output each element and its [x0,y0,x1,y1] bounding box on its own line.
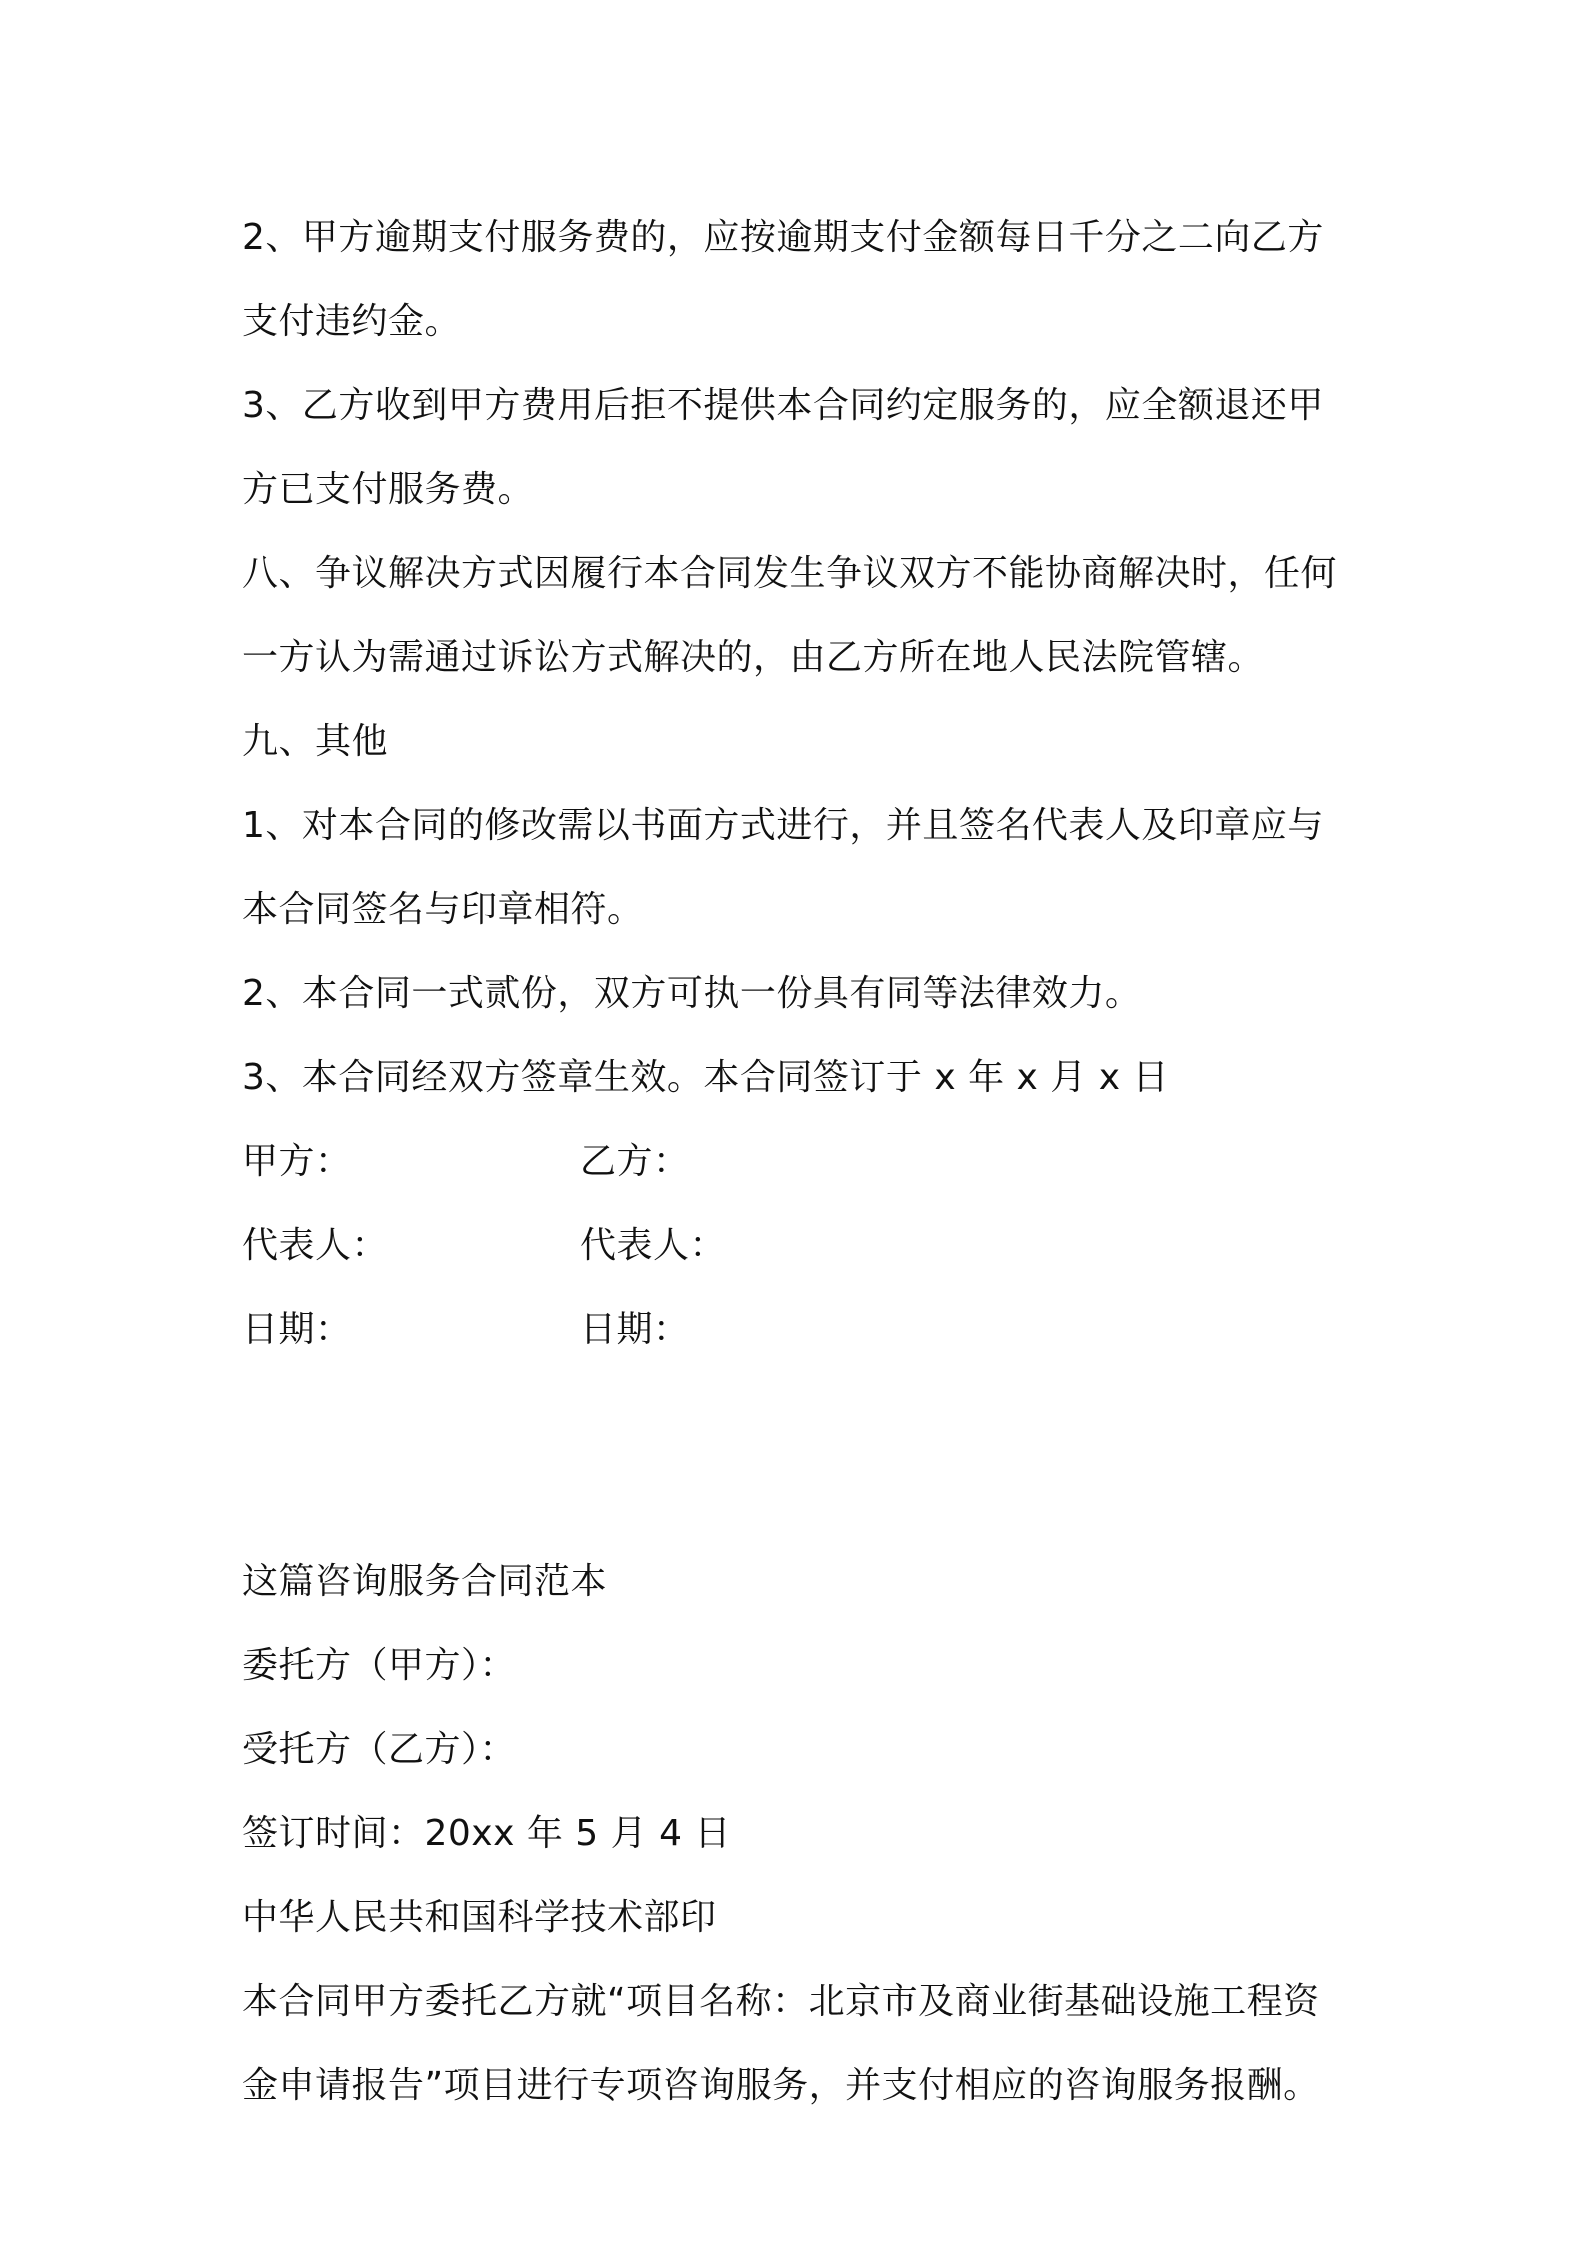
contract-body-line: 本合同甲方委托乙方就“项目名称：北京市及商业街基础设施工程资 [242,1981,1320,2022]
party-a-label: 甲方： [242,1141,352,1182]
clause-line: 2、甲方逾期支付服务费的，应按逾期支付金额每日千分之二向乙方 [242,217,1324,258]
clause-line: 3、本合同经双方签章生效。本合同签订于 x 年 x 月 x 日 [242,1057,1169,1098]
signature-row-party [0,1120,1586,1204]
clause-line: 方已支付服务费。 [242,469,535,510]
section-spacer [0,1372,1586,1540]
clause-line: 3、乙方收到甲方费用后拒不提供本合同约定服务的，应全额退还甲 [242,385,1324,426]
clause-line: 1、对本合同的修改需以书面方式进行，并且签名代表人及印章应与 [242,805,1324,846]
clause-line: 本合同签名与印章相符。 [242,889,644,930]
signature-row-representative [0,1204,1586,1288]
representative-b-label: 代表人： [580,1225,727,1266]
document-title: 这篇咨询服务合同范本 [242,1561,608,1602]
contractor-line: 受托方（乙方）： [242,1729,517,1770]
signature-row-date [0,1288,1586,1372]
contract-body-line: 金申请报告”项目进行专项咨询服务，并支付相应的咨询服务报酬。 [242,2065,1320,2106]
signing-date-line: 签订时间：20xx 年 5 月 4 日 [242,1813,731,1854]
issuer-line: 中华人民共和国科学技术部印 [242,1897,717,1938]
clause-line: 2、本合同一式贰份，双方可执一份具有同等法律效力。 [242,973,1142,1014]
document-body [0,196,1586,2128]
date-b-label: 日期： [580,1309,690,1350]
party-b-label: 乙方： [580,1141,690,1182]
clause-line: 支付违约金。 [242,301,462,342]
clause-line: 一方认为需通过诉讼方式解决的，由乙方所在地人民法院管辖。 [242,637,1265,678]
client-line: 委托方（甲方）： [242,1645,517,1686]
representative-a-label: 代表人： [242,1225,389,1266]
clause-line: 八、争议解决方式因履行本合同发生争议双方不能协商解决时，任何 [242,553,1338,594]
date-a-label: 日期： [242,1309,352,1350]
section-heading: 九、其他 [242,721,389,762]
